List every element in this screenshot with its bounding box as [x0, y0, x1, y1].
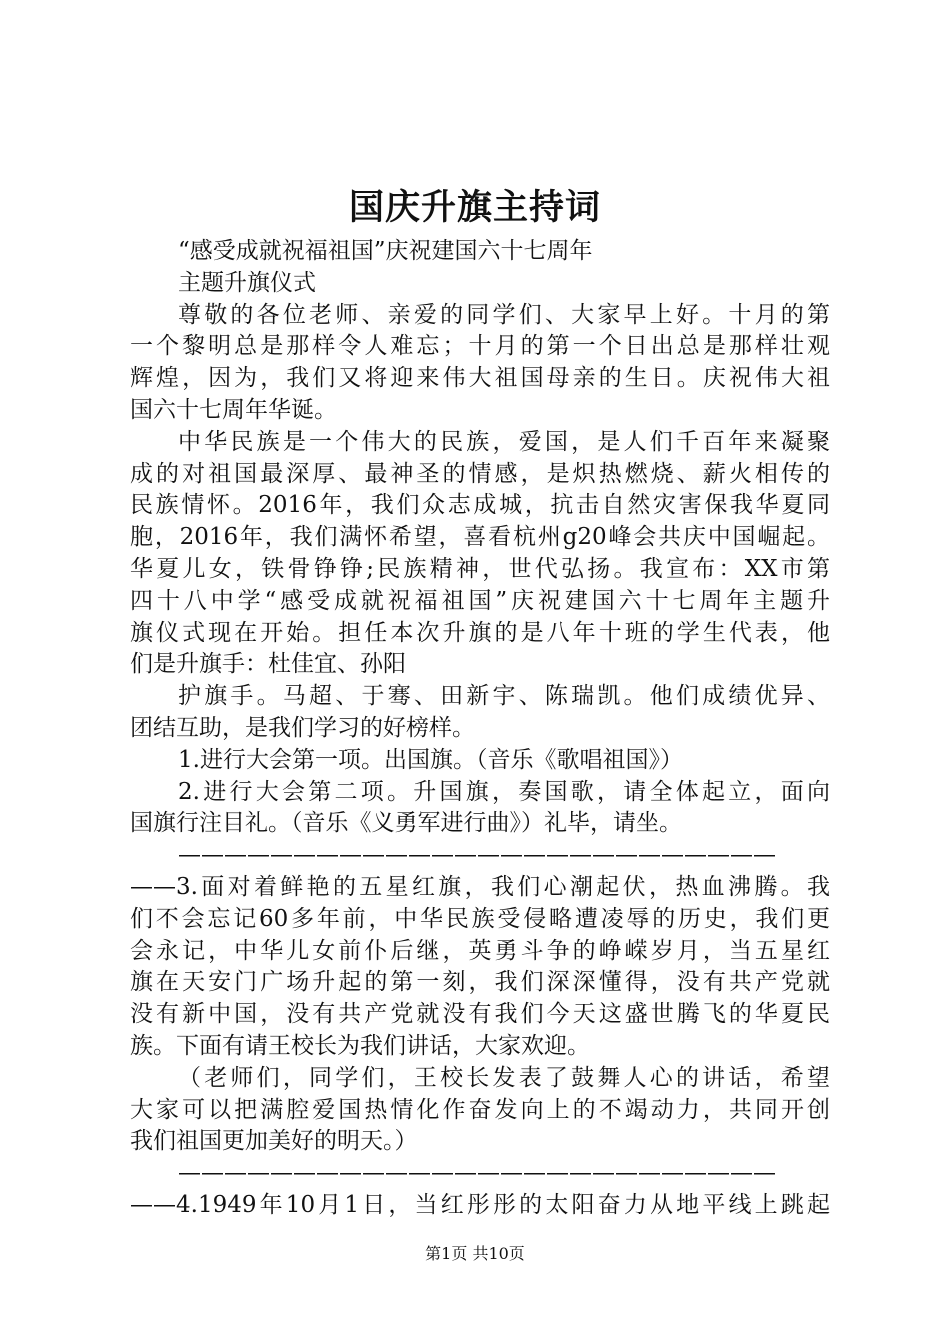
text-line: 1.进行大会第一项。出国旗。（音乐《歌唱祖国》）	[178, 746, 683, 773]
text-line: 国六十七周年华诞。	[130, 396, 337, 423]
text-line: 成的对祖国最深厚、最神圣的情感，是炽热燃烧、薪火相传的	[130, 460, 830, 487]
text-line: 族。下面有请王校长为我们讲话，大家欢迎。	[130, 1032, 590, 1059]
text-line: 中华民族是一个伟大的民族，爱国，是人们千百年来凝聚	[178, 428, 830, 455]
text-line: 旗仪式现在开始。担任本次升旗的是八年十班的学生代表，他	[130, 619, 830, 646]
text-line: 护旗手。马超、于骞、田新宇、陈瑞凯。他们成绩优异、	[178, 683, 830, 710]
text-line: 辉煌，因为，我们又将迎来伟大祖国母亲的生日。庆祝伟大祖	[130, 365, 830, 392]
text-line: ——4.1949年10月1日，当红彤彤的太阳奋力从地平线上跳起	[130, 1191, 830, 1218]
document-title: 国庆升旗主持词	[348, 187, 601, 228]
text-line: 旗在天安门广场升起的第一刻，我们深深懂得，没有共产党就	[130, 969, 830, 996]
text-line: 2.进行大会第二项。升国旗，奏国歌，请全体起立，面向	[178, 778, 830, 805]
text-line: 民族情怀。2016年，我们众志成城，抗击自然灾害保我华夏同	[130, 492, 830, 519]
text-line: 国旗行注目礼。（音乐《义勇军进行曲》）礼毕，请坐。	[130, 810, 682, 837]
text-line: 大家可以把满腔爱国热情化作奋发向上的不竭动力，共同开创	[130, 1096, 830, 1123]
text-line: 没有新中国，没有共产党就没有我们今天这盛世腾飞的华夏民	[130, 1001, 830, 1028]
text-line: ——————————————————————————	[178, 842, 776, 869]
text-line: “感受成就祝福祖国”庆祝建国六十七周年	[178, 238, 593, 264]
text-line: 尊敬的各位老师、亲爱的同学们、大家早上好。十月的第	[178, 301, 830, 328]
text-line: 华夏儿女，铁骨铮铮;民族精神，世代弘扬。我宣布：XX市第	[130, 555, 830, 582]
text-line: 四十八中学“感受成就祝福祖国”庆祝建国六十七周年主题升	[130, 587, 830, 614]
text-line: （老师们，同学们，王校长发表了鼓舞人心的讲话，希望	[178, 1064, 830, 1091]
text-line: ——3.面对着鲜艳的五星红旗，我们心潮起伏，热血沸腾。我	[130, 873, 830, 900]
text-line: 我们祖国更加美好的明天。）	[130, 1128, 418, 1155]
text-line: 们是升旗手：杜佳宜、孙阳	[130, 651, 406, 678]
text-line: 们不会忘记60多年前，中华民族受侵略遭凌辱的历史，我们更	[130, 905, 830, 932]
text-line: 主题升旗仪式	[178, 269, 316, 296]
document-body	[130, 236, 830, 1222]
text-line: 会永记，中华儿女前仆后继，英勇斗争的峥嵘岁月，当五星红	[130, 937, 830, 964]
text-line: 胞，2016年，我们满怀希望，喜看杭州g20峰会共庆中国崛起。	[130, 524, 830, 551]
page-footer: 第1页 共10页	[425, 1244, 525, 1263]
text-line: 团结互助，是我们学习的好榜样。	[130, 714, 475, 741]
text-line: ——————————————————————————	[178, 1160, 776, 1187]
text-line: 一个黎明总是那样令人难忘；十月的第一个日出总是那样壮观	[130, 333, 830, 360]
